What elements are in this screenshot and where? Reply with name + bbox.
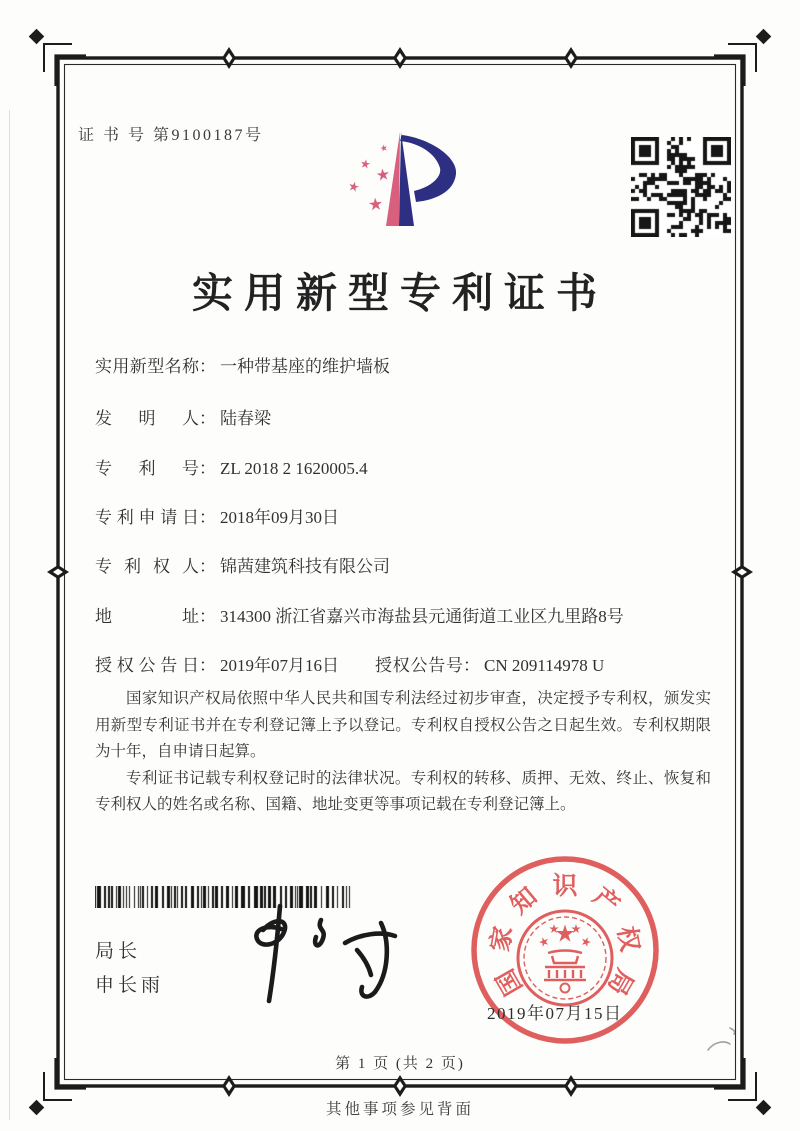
field-colon: ： xyxy=(199,607,216,626)
signer-title: 局长 xyxy=(95,941,142,962)
field-row-inventor xyxy=(95,404,745,429)
seal-char: 权 xyxy=(612,924,644,954)
field-label: 地址 xyxy=(95,607,199,626)
seal-char: 识 xyxy=(552,873,578,900)
star-icon: ★ xyxy=(358,156,372,172)
legal-paragraph-1: 国家知识产权局依照中华人民共和国专利法经过初步审查，决定授予专利权，颁发实用新型专利证书并在专利登记簿上予以登记。专利权自授权公告之日起生效。专利权期限为十年，自申请日起算。 xyxy=(95,690,711,760)
field-row-patentee xyxy=(95,552,745,577)
field-grant-number xyxy=(375,651,604,676)
field-colon: ： xyxy=(199,508,216,527)
field-value: 陆春梁 xyxy=(220,409,271,428)
field-row-name xyxy=(95,352,745,377)
qr-code xyxy=(631,137,731,237)
field-value: CN 209114978 U xyxy=(484,656,605,675)
field-row-grant-date xyxy=(95,651,745,676)
certificate-number: 证 书 号 第9100187号 xyxy=(78,127,264,144)
field-label: 专利权人 xyxy=(95,557,199,576)
field-value: 2019年07月16日 xyxy=(220,656,339,675)
signature-shen-changyu xyxy=(218,900,418,1010)
field-label: 授权公告日 xyxy=(95,656,199,675)
field-label: 发明人 xyxy=(95,409,199,428)
page-number: 第 1 页 (共 2 页) xyxy=(335,1056,465,1072)
legal-text xyxy=(95,686,711,819)
field-value: ZL 2018 2 1620005.4 xyxy=(220,459,368,478)
field-row-patent-no xyxy=(95,454,745,479)
seal-char: 知 xyxy=(505,882,543,920)
seal-char: 局 xyxy=(602,964,638,1000)
field-label: 专利号 xyxy=(95,459,199,478)
signer-name: 申长雨 xyxy=(95,975,165,996)
star-icon: ★ xyxy=(374,166,392,185)
field-label: 实用新型名称 xyxy=(95,357,199,376)
seal-char: 家 xyxy=(486,924,518,954)
field-colon: ： xyxy=(199,409,216,428)
star-icon: ★ xyxy=(346,177,362,196)
field-label: 专利申请日 xyxy=(95,508,199,527)
seal-char: 国 xyxy=(492,964,528,1000)
field-row-filing-date xyxy=(95,503,745,528)
seal-char: 产 xyxy=(587,882,625,920)
legal-paragraph-2: 专利证书记载专利权登记时的法律状况。专利权的转移、质押、无效、终止、恢复和专利权人的姓名或名称、国籍、地址变更等事项记载在专利登记簿上。 xyxy=(95,769,711,813)
field-value: 锦茜建筑科技有限公司 xyxy=(220,557,390,576)
field-colon: ： xyxy=(199,357,216,376)
certificate-title: 实用新型专利证书 xyxy=(192,270,608,316)
cnipa-logo xyxy=(336,128,468,232)
field-value: 2018年09月30日 xyxy=(220,508,339,527)
field-colon: ： xyxy=(463,656,480,675)
field-label: 授权公告号 xyxy=(375,656,463,675)
national-emblem xyxy=(518,911,612,1005)
star-icon: ★ xyxy=(378,142,390,154)
field-colon: ： xyxy=(199,656,216,675)
field-value: 一种带基座的维护墙板 xyxy=(220,357,390,376)
star-icon: ★ xyxy=(367,194,385,215)
back-side-note: 其他事项参见背面 xyxy=(325,1101,474,1118)
seal-date: 2019年07月15日 xyxy=(487,1004,623,1023)
field-row-address xyxy=(95,602,745,627)
field-value: 314300 浙江省嘉兴市海盐县元通街道工业区九里路8号 xyxy=(220,607,624,626)
field-colon: ： xyxy=(199,557,216,576)
logo-p-mark xyxy=(336,128,468,232)
field-colon: ： xyxy=(199,459,216,478)
